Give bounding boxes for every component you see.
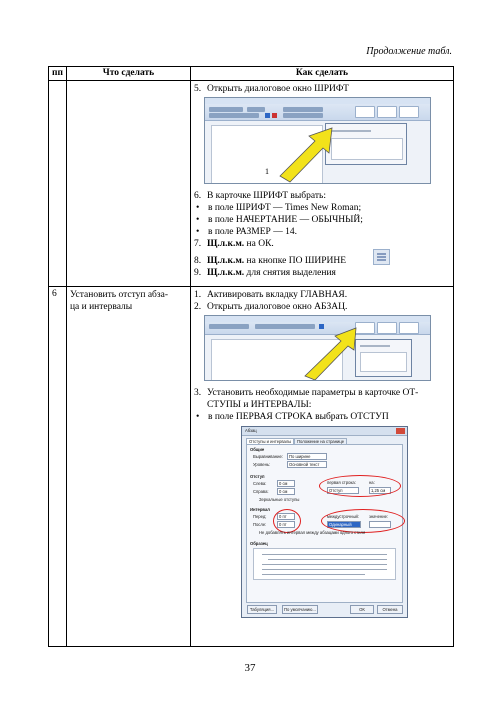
value-label: значение:	[368, 514, 389, 519]
header-what: Что сделать	[66, 67, 190, 81]
paragraph-dialog	[241, 426, 408, 618]
step-item: 1. Активировать вкладку ГЛАВНАЯ.	[193, 290, 348, 300]
row6-num-cell: 6	[49, 287, 67, 647]
step-item: 3. Установить необходимые параметры в карточке ОТ-	[193, 388, 419, 398]
cancel-button[interactable]: Отмена	[377, 605, 403, 614]
mirror-label: Зеркальные отступы	[258, 497, 300, 502]
group-sample: Образец	[249, 541, 268, 546]
line-spacing-select[interactable]: Одинарный	[327, 521, 361, 528]
row5-num-cell	[49, 81, 67, 287]
bullet-item: • в поле НАЧЕРТАНИЕ — ОБЫЧНЫЙ;	[195, 215, 363, 225]
pointer-arrow-icon	[205, 98, 430, 183]
level-label: Уровень:	[252, 462, 271, 467]
before-input[interactable]: 0 пт	[277, 513, 295, 520]
row6-what-cell	[66, 287, 190, 647]
table-header-row	[49, 67, 454, 81]
align-label: Выравнивание:	[252, 454, 283, 459]
first-line-select[interactable]: Отступ	[327, 487, 359, 494]
justify-icon	[373, 249, 390, 265]
step-item: 6. В карточке ШРИФТ выбрать:	[193, 191, 326, 201]
no-space-label: Не добавлять интервал между абзацами одного стиля	[258, 530, 366, 535]
first-line-label: первая строка:	[326, 480, 356, 485]
step-item: СТУПЫ и ИНТЕРВАЛЫ:	[206, 400, 312, 410]
header-num: пп	[49, 67, 67, 81]
ok-button[interactable]: ОК	[350, 605, 374, 614]
align-select[interactable]: По ширине	[287, 453, 327, 460]
dialog-panel	[246, 444, 403, 603]
bullet-item: • в поле ПЕРВАЯ СТРОКА выбрать ОТСТУП	[195, 412, 389, 422]
row5-how-cell	[190, 81, 453, 287]
step-item: 2. Открыть диалоговое окно АБЗАЦ.	[193, 302, 348, 312]
row6-what-line: Установить отступ абза-	[69, 290, 169, 300]
bullet-item: • в поле РАЗМЕР — 14.	[195, 227, 297, 237]
close-icon[interactable]	[396, 428, 405, 434]
line-spacing-label: междустрочный:	[326, 514, 359, 519]
level-select[interactable]: Основной текст	[287, 461, 327, 468]
tabs-button[interactable]: Табуляция...	[247, 605, 277, 614]
row6-how-cell	[190, 287, 453, 647]
paragraph-dialog-screenshot	[204, 315, 431, 381]
row6-what-line: ца и интервалы	[69, 302, 133, 312]
tab-position[interactable]: Положение на странице	[294, 438, 347, 446]
pointer-arrow-icon	[205, 316, 430, 380]
step-item: 7. Щ.л.к.м. на ОК.	[193, 239, 274, 249]
default-button[interactable]: По умолчанию...	[282, 605, 318, 614]
step-item: 9. Щ.л.к.м. для снятия выделения	[193, 268, 336, 278]
left-label: Слева:	[252, 481, 267, 486]
right-input[interactable]: 0 см	[277, 488, 295, 495]
font-dialog-screenshot	[204, 97, 431, 184]
step-item: 5. Открыть диалоговое окно ШРИФТ	[193, 84, 349, 94]
after-label: После:	[252, 522, 267, 527]
dialog-title: Абзац	[242, 427, 407, 436]
continuation-label: Продолжение табл.	[366, 46, 452, 57]
group-general: Общие	[249, 447, 265, 452]
right-label: Справа:	[252, 489, 269, 494]
instruction-table	[48, 66, 454, 647]
left-input[interactable]: 0 см	[277, 480, 295, 487]
group-spacing: Интервал	[249, 507, 270, 512]
tab-indents[interactable]: Отступы и интервалы	[246, 438, 294, 446]
group-indent: Отступ	[249, 474, 265, 479]
on-label: на:	[368, 480, 375, 485]
on-input[interactable]: 1,25 см	[369, 487, 391, 494]
bullet-item: • в поле ШРИФТ — Times New Roman;	[195, 203, 362, 213]
before-label: Перед:	[252, 514, 267, 519]
page-number: 37	[244, 662, 256, 674]
after-input[interactable]: 0 пт	[277, 521, 295, 528]
table-row	[49, 81, 454, 287]
row5-what-cell	[66, 81, 190, 287]
header-how: Как сделать	[190, 67, 453, 81]
table-row	[49, 287, 454, 647]
sample-preview	[253, 548, 396, 580]
page-digit: 1	[264, 167, 269, 176]
step-item: 8. Щ.л.к.м. на кнопке ПО ШИРИНЕ	[194, 255, 450, 267]
